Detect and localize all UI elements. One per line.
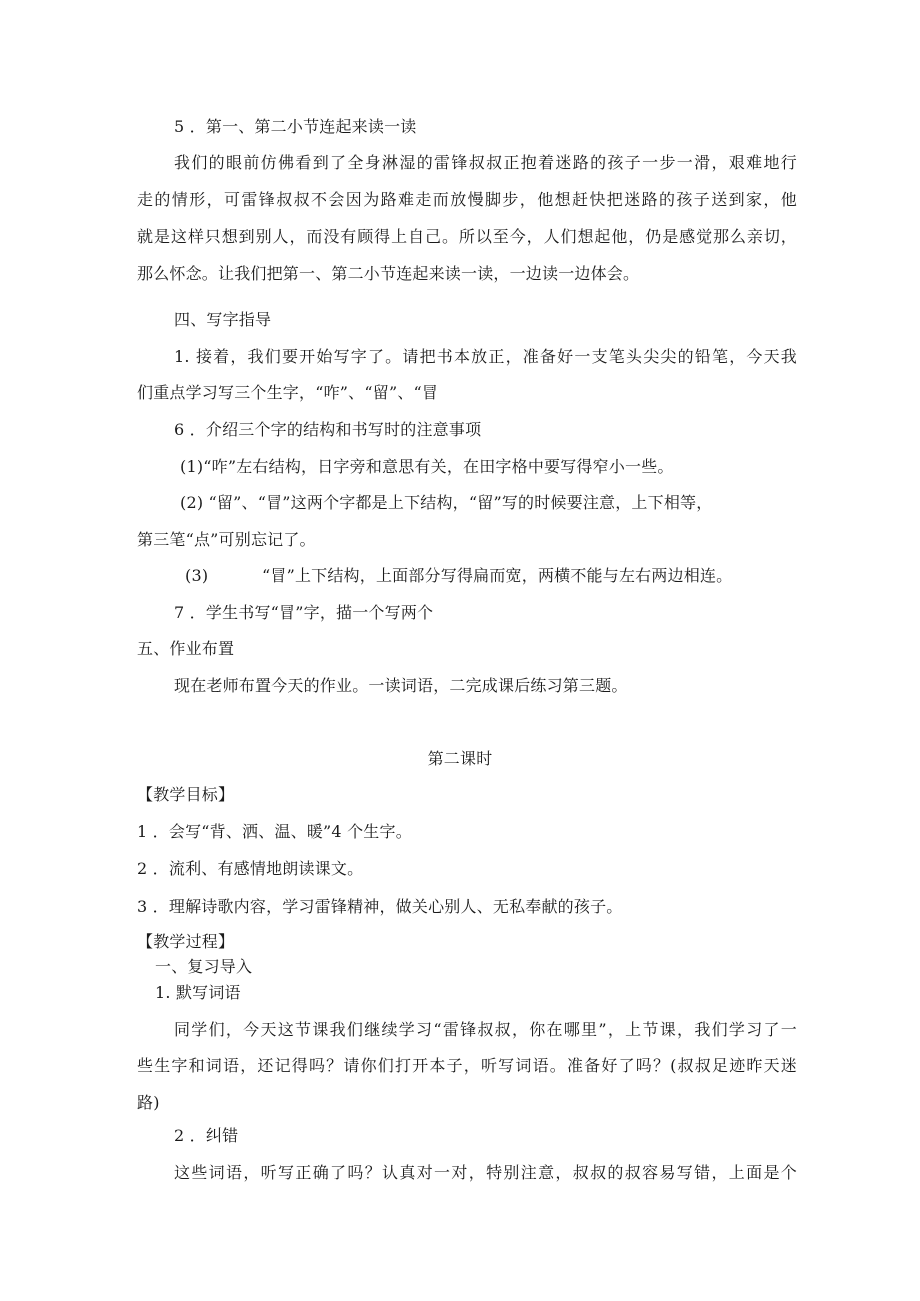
list-item: “冒”上下结构，上面部分写得扁而宽，两横不能与左右两边相连。 <box>262 566 733 585</box>
paragraph-line: 现在老师布置今天的作业。一读词语，二完成课后练习第三题。 <box>174 676 628 695</box>
list-item: (1)“咋”左右结构，日字旁和意思有关，在田字格中要写得窄小一些。 <box>180 457 674 476</box>
process-heading: 【教学过程】 <box>137 932 235 951</box>
section-4-heading: 四、写字指导 <box>174 310 272 329</box>
list-item: 7 ．学生书写“冒”字，描一个写两个 <box>174 603 434 622</box>
list-item-number: (3) <box>185 566 209 585</box>
paragraph-line: 同学们，今天这节课我们继续学习“雷锋叔叔，你在哪里”，上节课，我们学习了一 <box>174 1020 797 1039</box>
paragraph-line: 些生字和词语，还记得吗？请你们打开本子，听写词语。准备好了吗？(叔叔足迹昨天迷 <box>137 1056 797 1075</box>
goal-item: 3 ．理解诗歌内容，学习雷锋精神，做关心别人、无私奉献的孩子。 <box>137 897 623 916</box>
section-5-heading: 5 ．第一、第二小节连起来读一读 <box>174 117 417 136</box>
paragraph-line: 这些词语，听写正确了吗？认真对一对，特别注意，叔叔的叔容易写错，上面是个 <box>174 1163 797 1182</box>
paragraph-line: 路) <box>137 1093 160 1112</box>
goal-item: 1 ．会写“背、洒、温、暖”4 个生字。 <box>137 822 412 841</box>
paragraph-line: 第三笔“点”可别忘记了。 <box>137 530 316 549</box>
paragraph-line: 我们的眼前仿佛看到了全身淋湿的雷锋叔叔正抱着迷路的孩子一步一滑，艰难地行 <box>174 153 797 172</box>
section-5b-heading: 五、作业布置 <box>137 639 235 658</box>
paragraph-line: 就是这样只想到别人，而没有顾得上自己。所以至今，人们想起他，仍是感觉那么亲切， <box>137 227 797 246</box>
paragraph-line: 那么怀念。让我们把第一、第二小节连起来读一读，一边读一边体会。 <box>137 264 640 283</box>
paragraph-line: 1. 接着，我们要开始写字了。请把书本放正，准备好一支笔头尖尖的铅笔，今天我 <box>174 347 797 366</box>
paragraph-line: 走的情形，可雷锋叔叔不会因为路难走而放慢脚步，他想赶快把迷路的孩子送到家，他 <box>137 190 797 209</box>
correction-heading: 2 ．纠错 <box>174 1126 239 1145</box>
list-item: (2) “留”、“冒”这两个字都是上下结构，“留”写的时候要注意，上下相等， <box>180 493 713 512</box>
paragraph-line: 们重点学习写三个生字，“咋”、“留”、“冒 <box>137 383 439 402</box>
goals-heading: 【教学目标】 <box>137 785 235 804</box>
lesson-title: 第二课时 <box>427 749 493 768</box>
dictation-heading: 1. 默写词语 <box>155 983 241 1002</box>
goal-item: 2 ．流利、有感情地朗读课文。 <box>137 859 364 878</box>
review-heading: 一、复习导入 <box>155 957 253 976</box>
list-item: 6 ．介绍三个字的结构和书写时的注意事项 <box>174 420 482 439</box>
